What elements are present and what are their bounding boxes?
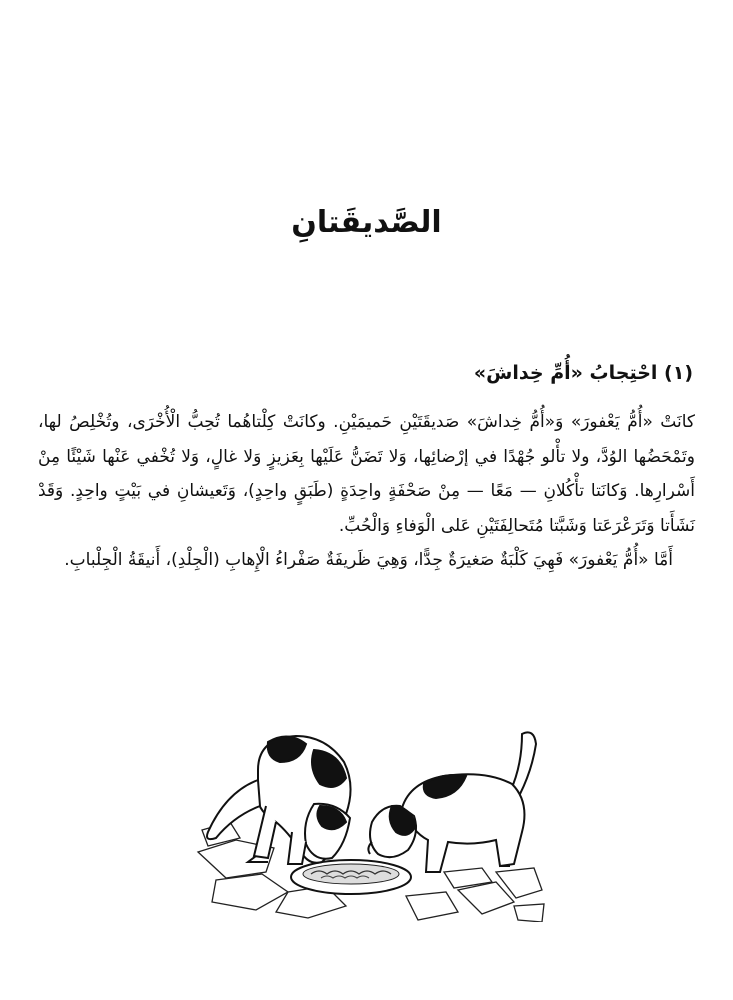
two-dogs-eating-illustration <box>196 722 546 922</box>
section-heading: (١) احْتِجابُ «أُمِّ خِداشَ» <box>473 362 693 384</box>
paragraph-1: كانَتْ «أُمُّ يَعْفورَ» وَ«أُمُّ خِداشَ» صَديقَتَيْنِ حَميمَيْنِ. وكانَتْ كِلْتاهُما تُحِبُّ الْأُخْرَى، وتُخْلِصُ لها، وتَمْحَضُها الوُدَّ، ولا تأْلو جُهْدًا في إرْضائِها، وَلا تَضَنُّ عَلَيْها بِعَزيزٍ وَلا غالٍ، وَلا تُخْفي عَنْها شَيْئًا مِنْ أَسْرارِها. وَكانَتا تأْكُلانِ — مَعًا — مِنْ صَحْفَةٍ واحِدَةٍ (طَبَقٍ واحِدٍ)، وَتَعيشانِ في بَيْتٍ واحِدٍ. وَقَدْ نَشَأَتا وَتَرَعْرَعَتا وَشَبَّتا مُتَحالِفَتَيْنِ عَلى الْوَفاءِ وَالْحُبِّ. <box>38 412 695 536</box>
paragraph-2: أَمَّا «أُمُّ يَعْفورَ» فَهِيَ كَلْبَةٌ صَغيرَةٌ جِدًّا، وَهِيَ ظَريفَةٌ صَفْراءُ الْإِهابِ (الْجِلْدِ)، أَنيقَةُ الْجِلْبابِ. <box>64 550 673 570</box>
page-title: الصَّديقَتانِ <box>291 205 442 240</box>
right-dog-drawing <box>368 732 536 872</box>
left-dog-drawing <box>207 736 351 864</box>
body-text <box>38 405 695 578</box>
food-plate-drawing <box>291 860 411 894</box>
